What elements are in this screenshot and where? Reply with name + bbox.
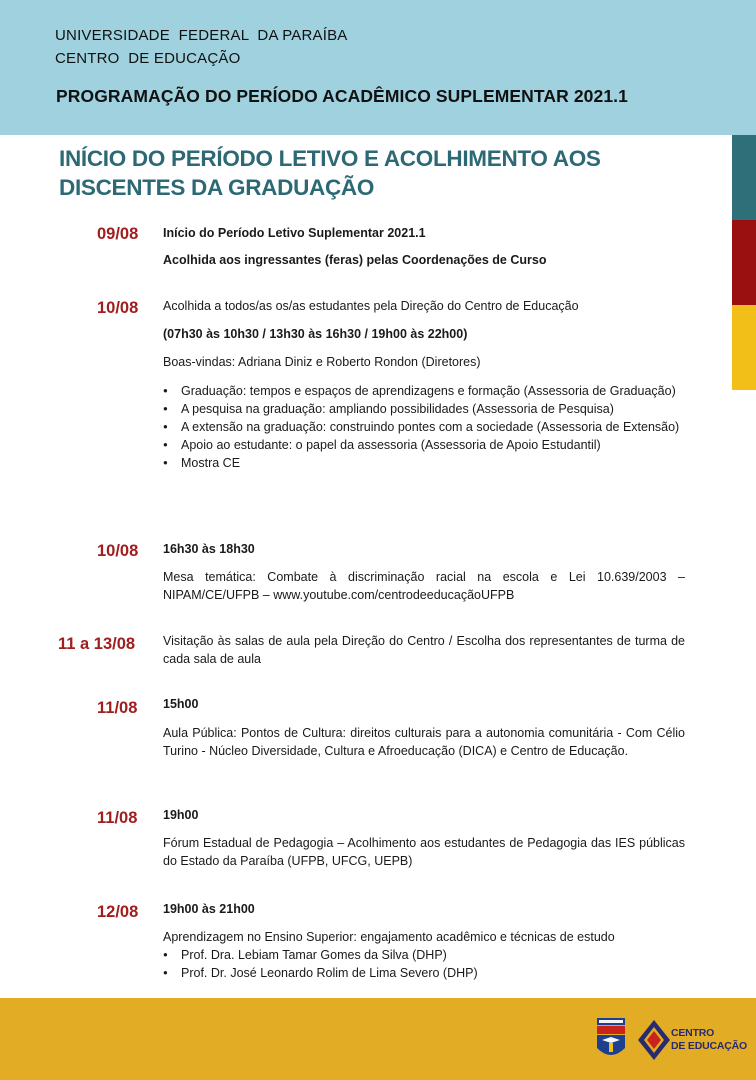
event-title: Início do Período Letivo Suplementar 2021.1 [163, 226, 426, 240]
program-title: PROGRAMAÇÃO DO PERÍODO ACADÊMICO SUPLEMENTAR 2021.1 [56, 86, 628, 106]
event-description: Mesa temática: Combate à discriminação racial na escola e Lei 10.639/2003 – NIPAM/CE/UFPB – www.youtube.com/centrodeeducaçãoUFPB [163, 570, 685, 602]
event-description: Fórum Estadual de Pedagogia – Acolhimento aos estudantes de Pedagogia das IES públicas do Estado da Paraíba (UFPB, UFCG, UEPB) [163, 836, 685, 868]
event-title: Acolhida a todos/as os/as estudantes pela Direção do Centro de Educação [163, 299, 579, 313]
event-description: Visitação às salas de aula pela Direção do Centro / Escolha dos representantes de turma de cada sala de aula [163, 634, 685, 666]
header-banner [0, 0, 756, 135]
centro-educacao-logo-text [671, 1027, 747, 1053]
logo-line-2: DE EDUCAÇÃO [671, 1040, 747, 1052]
event-date: 11 a 13/08 [58, 635, 136, 653]
page-title-line-2: DISCENTES DA GRADUAÇÃO [59, 175, 375, 200]
event-description: Aprendizagem no Ensino Superior: engajamento acadêmico e técnicas de estudo [163, 930, 615, 944]
event-date: 10/08 [97, 542, 139, 560]
list-item: ● A extensão na graduação: construindo pontes com a sociedade (Assessoria de Extensão) [163, 418, 685, 436]
list-item: ● Graduação: tempos e espaços de aprendizagens e formação (Assessoria de Graduação) [163, 382, 685, 400]
logo-line-1: CENTRO [671, 1027, 715, 1039]
event-date: 11/08 [97, 699, 138, 717]
red-stripe [732, 220, 756, 305]
teal-stripe [732, 135, 756, 220]
event-time: 19h00 [163, 808, 199, 822]
list-item: ● Prof. Dra. Lebiam Tamar Gomes da Silva (DHP) [163, 946, 685, 964]
page-title [59, 144, 719, 202]
centro-educacao-logo-icon [636, 1018, 672, 1062]
event-time: 15h00 [163, 697, 199, 711]
list-item: ● Prof. Dr. José Leonardo Rolim de Lima Severo (DHP) [163, 964, 685, 982]
topics-list [163, 382, 685, 472]
university-crest-icon [596, 1018, 626, 1062]
event-times: (07h30 às 10h30 / 13h30 às 16h30 / 19h00 às 22h00) [163, 327, 468, 341]
event-date: 11/08 [97, 809, 138, 827]
speakers-list [163, 946, 685, 982]
list-item: ● Apoio ao estudante: o papel da assessoria (Assessoria de Apoio Estudantil) [163, 436, 685, 454]
institution-block [55, 24, 348, 70]
yellow-stripe [732, 305, 756, 390]
university-name: UNIVERSIDADE FEDERAL DA PARAÍBA [55, 27, 348, 44]
page-title-line-1: INÍCIO DO PERÍODO LETIVO E ACOLHIMENTO AOS [59, 146, 601, 171]
list-item: ● Mostra CE [163, 454, 685, 472]
event-date: 12/08 [97, 903, 139, 921]
center-name: CENTRO DE EDUCAÇÃO [55, 50, 241, 67]
event-time: 16h30 às 18h30 [163, 542, 255, 556]
event-date: 09/08 [97, 225, 139, 243]
event-subtitle: Acolhida aos ingressantes (feras) pelas Coordenações de Curso [163, 253, 547, 267]
list-item: ● A pesquisa na graduação: ampliando possibilidades (Assessoria de Pesquisa) [163, 400, 685, 418]
event-description: Aula Pública: Pontos de Cultura: direitos culturais para a autonomia comunitária - Com Célio Turino - Núcleo Diversidade, Cultura e Afroeducação (DICA) e Centro de Educação. [163, 726, 685, 758]
event-time: 19h00 às 21h00 [163, 902, 255, 916]
event-welcome: Boas-vindas: Adriana Diniz e Roberto Rondon (Diretores) [163, 355, 481, 369]
event-date: 10/08 [97, 299, 139, 317]
